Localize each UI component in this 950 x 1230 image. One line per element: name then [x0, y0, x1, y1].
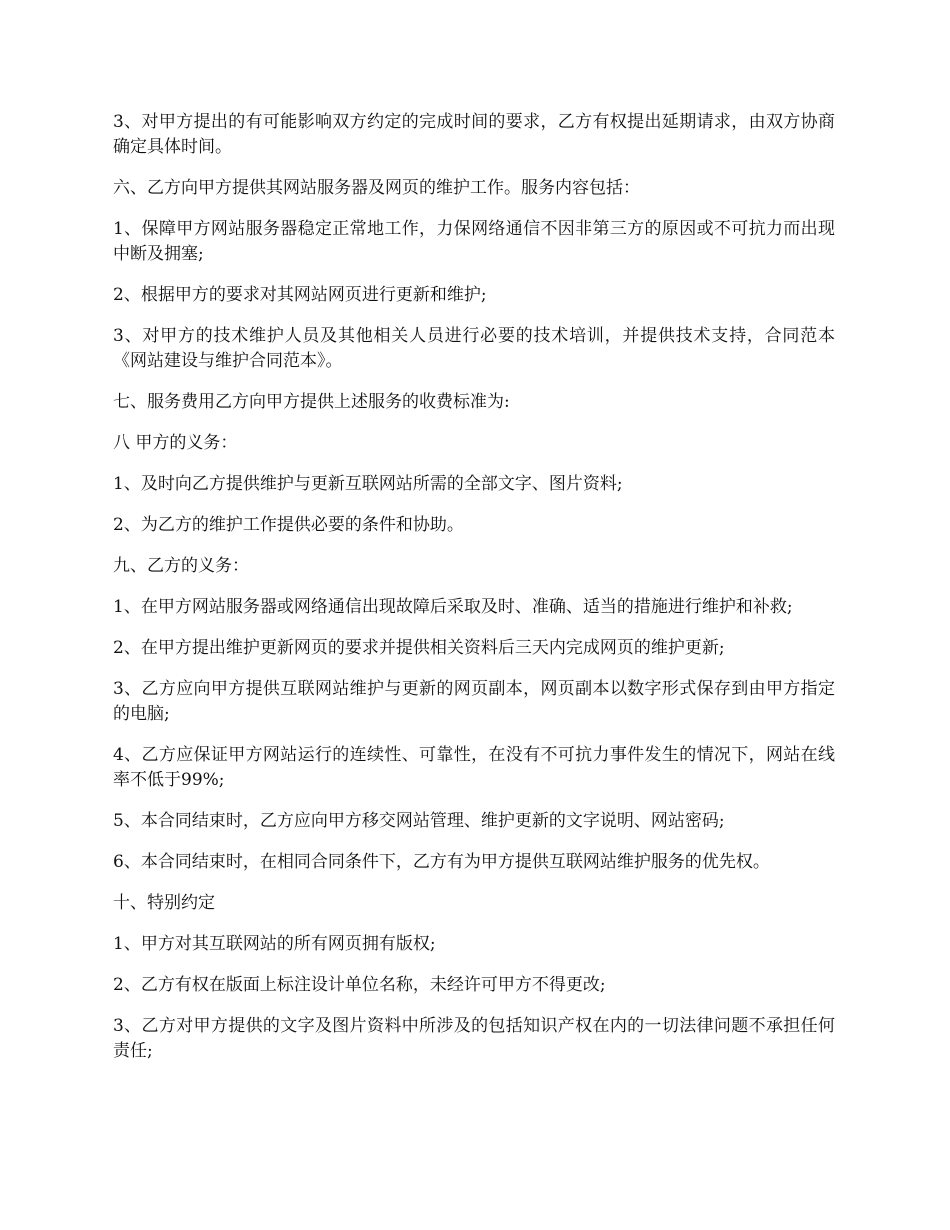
paragraph-nine-5: 5、本合同结束时，乙方应向甲方移交网站管理、维护更新的文字说明、网站密码; — [113, 811, 725, 831]
paragraph-six-2: 2、根据甲方的要求对其网站网页进行更新和维护; — [113, 285, 487, 305]
paragraph-six-3: 3、对甲方的技术维护人员及其他相关人员进行必要的技术培训，并提供技术支持，合同范本《网站建设与维护合同范本》。 — [113, 326, 835, 371]
section-six-heading: 六、乙方向甲方提供其网站服务器及网页的维护工作。服务内容包括： — [113, 178, 640, 198]
paragraph-nine-4: 4、乙方应保证甲方网站运行的连续性、可靠性，在没有不可抗力事件发生的情况下，网站在线率不低于99%; — [113, 745, 835, 790]
section-nine-heading: 九、乙方的义务： — [113, 556, 249, 576]
paragraph-delay-request: 3、对甲方提出的有可能影响双方约定的完成时间的要求，乙方有权提出延期请求，由双方协商确定具体时间。 — [113, 112, 835, 157]
paragraph-nine-2: 2、在甲方提出维护更新网页的要求并提供相关资料后三天内完成网页的维护更新; — [113, 638, 725, 658]
section-ten-heading: 十、特别约定 — [113, 893, 215, 913]
section-eight-heading: 八 甲方的义务： — [113, 433, 238, 453]
paragraph-eight-1: 1、及时向乙方提供维护与更新互联网站所需的全部文字、图片资料; — [113, 474, 623, 494]
section-seven-heading: 七、服务费用乙方向甲方提供上述服务的收费标准为: — [113, 392, 510, 412]
paragraph-eight-2: 2、为乙方的维护工作提供必要的条件和协助。 — [113, 515, 464, 535]
paragraph-six-1: 1、保障甲方网站服务器稳定正常地工作，力保网络通信不因非第三方的原因或不可抗力而出现中断及拥塞; — [113, 219, 835, 264]
paragraph-ten-2: 2、乙方有权在版面上标注设计单位名称，未经许可甲方不得更改; — [113, 975, 606, 995]
paragraph-nine-6: 6、本合同结束时，在相同合同条件下，乙方有为甲方提供互联网站维护服务的优先权。 — [113, 852, 770, 872]
paragraph-nine-1: 1、在甲方网站服务器或网络通信出现故障后采取及时、准确、适当的措施进行维护和补救; — [113, 597, 793, 617]
paragraph-nine-3: 3、乙方应向甲方提供互联网站维护与更新的网页副本，网页副本以数字形式保存到由甲方指定的电脑; — [113, 679, 835, 724]
document-body — [113, 110, 835, 1080]
paragraph-ten-3: 3、乙方对甲方提供的文字及图片资料中所涉及的包括知识产权在内的一切法律问题不承担任何责任; — [113, 1016, 835, 1061]
paragraph-ten-1: 1、甲方对其互联网站的所有网页拥有版权; — [113, 934, 436, 954]
